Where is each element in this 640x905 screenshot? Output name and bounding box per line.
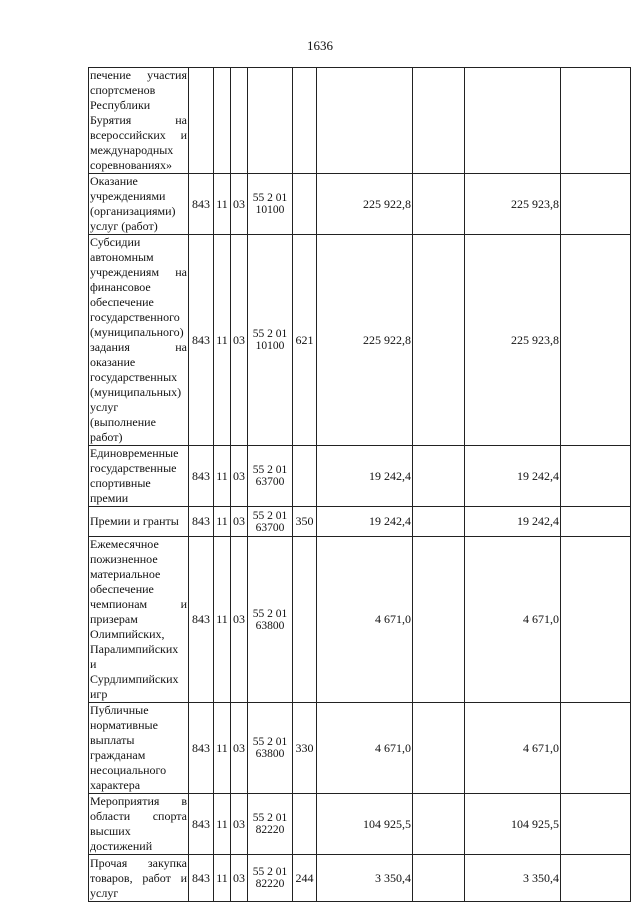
amount-col-3: 19 242,4	[465, 446, 561, 507]
section-code	[214, 68, 231, 174]
ministry-code: 843	[189, 855, 214, 902]
amount-col-2	[413, 703, 465, 794]
target-code-line: 82220	[255, 824, 285, 836]
target-code-line: 63700	[255, 521, 285, 534]
expense-type-code	[293, 794, 317, 855]
row-name: Мероприятия в области спорта высших достижений	[90, 794, 187, 853]
amount-col-4	[561, 855, 631, 902]
section-code: 11	[214, 174, 231, 235]
amount-col-1: 225 922,8	[317, 174, 413, 235]
amount-col-1: 225 922,8	[317, 235, 413, 446]
ministry-code: 843	[189, 537, 214, 703]
amount-col-3: 4 671,0	[465, 537, 561, 703]
target-code-line: 55 2 01	[252, 509, 288, 522]
page-number: 1636	[307, 38, 333, 53]
section-code: 11	[214, 855, 231, 902]
target-code-line: 63700	[255, 476, 285, 488]
section-code: 11	[214, 235, 231, 446]
target-article-code	[248, 794, 293, 855]
amount-col-2	[413, 68, 465, 174]
subsection-code: 03	[231, 703, 248, 794]
subsection-code: 03	[231, 855, 248, 902]
ministry-code: 843	[189, 174, 214, 235]
subsection-code: 03	[231, 446, 248, 507]
target-code-line: 82220	[255, 878, 285, 890]
target-article-code	[248, 507, 293, 537]
target-article-code	[248, 703, 293, 794]
amount-col-4	[561, 703, 631, 794]
row-name: Субсидии автономным учреждениям на финансовое обеспечение государственного (муниципального) задания на оказание государственных (муниципальных) услуг (выполнение работ)	[90, 235, 187, 444]
target-article-code	[248, 68, 293, 174]
amount-col-3: 19 242,4	[465, 507, 561, 537]
amount-col-4	[561, 174, 631, 235]
amount-col-4	[561, 235, 631, 446]
target-code-line: 63800	[255, 748, 285, 760]
amount-col-3: 225 923,8	[465, 174, 561, 235]
table-row	[89, 507, 631, 537]
amount-col-1: 104 925,5	[317, 794, 413, 855]
row-name: печение участия спортсменов Республики Бурятия на всероссийских и международных соревнованиях»	[90, 68, 187, 172]
table-row	[89, 235, 631, 446]
amount-col-4	[561, 794, 631, 855]
section-code: 11	[214, 446, 231, 507]
amount-col-4	[561, 537, 631, 703]
amount-col-1	[317, 68, 413, 174]
amount-col-3: 225 923,8	[465, 235, 561, 446]
table-row	[89, 174, 631, 235]
amount-col-2	[413, 794, 465, 855]
target-code-line: 55 2 01	[252, 464, 288, 476]
table-row	[89, 446, 631, 507]
ministry-code: 843	[189, 235, 214, 446]
section-code: 11	[214, 794, 231, 855]
budget-table	[88, 67, 631, 902]
expense-type-code: 330	[293, 703, 317, 794]
target-article-code	[248, 446, 293, 507]
section-code: 11	[214, 537, 231, 703]
target-code-line: 10100	[255, 340, 285, 352]
target-code-line: 10100	[255, 204, 285, 216]
expense-type-code: 244	[293, 855, 317, 902]
section-code: 11	[214, 507, 231, 537]
target-article-code	[248, 174, 293, 235]
amount-col-3: 3 350,4	[465, 855, 561, 902]
table-row	[89, 703, 631, 794]
amount-col-3	[465, 68, 561, 174]
section-code: 11	[214, 703, 231, 794]
target-code-line: 55 2 01	[252, 736, 288, 748]
row-name: Ежемесячное пожизненное материальное обеспечение чемпионам и призерам Олимпийских, Паралимпийских и Сурдлимпийских игр	[90, 537, 187, 701]
row-name: Прочая закупка товаров, работ и услуг	[90, 855, 187, 900]
subsection-code: 03	[231, 794, 248, 855]
target-code-line: 55 2 01	[252, 812, 288, 824]
ministry-code: 843	[189, 507, 214, 537]
amount-col-2	[413, 174, 465, 235]
amount-col-4	[561, 446, 631, 507]
row-name: Премии и гранты	[89, 507, 189, 537]
amount-col-2	[413, 537, 465, 703]
amount-col-1: 3 350,4	[317, 855, 413, 902]
amount-col-1: 19 242,4	[317, 446, 413, 507]
expense-type-code	[293, 174, 317, 235]
ministry-code: 843	[189, 794, 214, 855]
amount-col-3: 104 925,5	[465, 794, 561, 855]
target-article-code	[248, 855, 293, 902]
amount-col-4	[561, 68, 631, 174]
amount-col-2	[413, 446, 465, 507]
subsection-code: 03	[231, 174, 248, 235]
amount-col-1: 19 242,4	[317, 507, 413, 537]
expense-type-code	[293, 68, 317, 174]
row-name: Оказание учреждениями (организациями) услуг (работ)	[89, 174, 189, 235]
ministry-code: 843	[189, 446, 214, 507]
amount-col-2	[413, 855, 465, 902]
expense-type-code: 350	[293, 507, 317, 537]
subsection-code: 03	[231, 507, 248, 537]
amount-col-1: 4 671,0	[317, 537, 413, 703]
target-code-line: 55 2 01	[252, 866, 288, 878]
ministry-code: 843	[189, 703, 214, 794]
target-code-line: 55 2 01	[252, 607, 288, 620]
expense-type-code: 621	[293, 235, 317, 446]
expense-type-code	[293, 446, 317, 507]
amount-col-2	[413, 507, 465, 537]
target-code-line: 63800	[255, 619, 285, 632]
row-name: Публичные нормативные выплаты гражданам несоциального характера	[89, 703, 189, 794]
target-code-line: 55 2 01	[252, 328, 288, 340]
table-row	[89, 537, 631, 703]
amount-col-4	[561, 507, 631, 537]
ministry-code	[189, 68, 214, 174]
amount-col-1: 4 671,0	[317, 703, 413, 794]
amount-col-2	[413, 235, 465, 446]
table-row	[89, 68, 631, 174]
target-code-line: 55 2 01	[252, 192, 288, 204]
target-article-code	[248, 235, 293, 446]
expense-type-code	[293, 537, 317, 703]
table-row	[89, 794, 631, 855]
subsection-code: 03	[231, 537, 248, 703]
amount-col-3: 4 671,0	[465, 703, 561, 794]
table-row	[89, 855, 631, 902]
row-name: Единовременные государственные спортивные премии	[89, 446, 189, 507]
subsection-code: 03	[231, 235, 248, 446]
target-article-code	[248, 537, 293, 703]
subsection-code	[231, 68, 248, 174]
